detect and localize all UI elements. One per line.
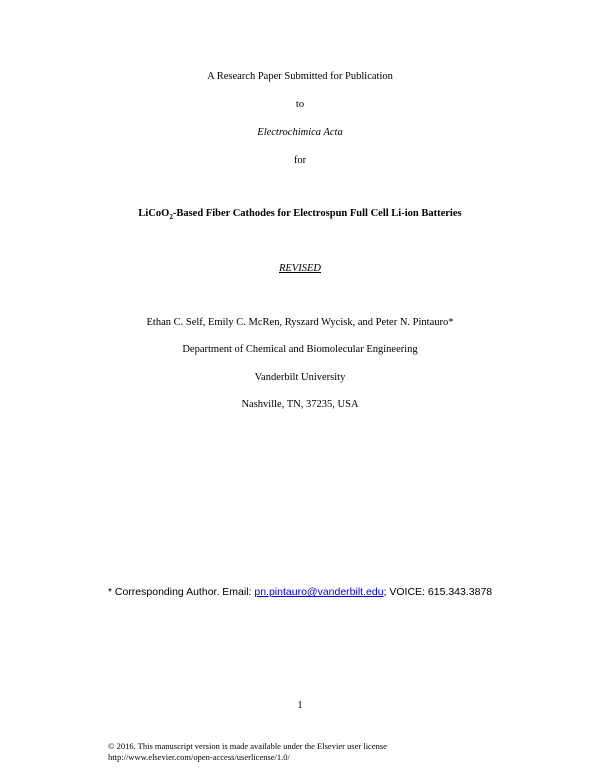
title-part2: -Based Fiber Cathodes for Electrospun Full Cell Li-ion Batteries xyxy=(172,208,462,219)
license-notice: © 2016. This manuscript version is made available under the Elsevier user license xyxy=(108,741,387,751)
revised-label: REVISED xyxy=(279,263,321,274)
corresponding-prefix: * Corresponding Author. Email: xyxy=(107,586,255,598)
title-subscript: 2 xyxy=(169,213,173,222)
email-link[interactable]: pn.pintauro@vanderbilt.edu xyxy=(254,586,384,598)
submission-line: A Research Paper Submitted for Publication xyxy=(207,71,393,82)
journal-name: Electrochimica Acta xyxy=(257,127,343,138)
title-part1: LiCoO xyxy=(138,208,170,219)
location: Nashville, TN, 37235, USA xyxy=(241,399,359,410)
corresponding-suffix: ; VOICE: 615.343.3878 xyxy=(383,586,493,598)
author-list: Ethan C. Self, Emily C. McRen, Ryszard Wycisk, and Peter N. Pintauro* xyxy=(146,317,454,328)
corresponding-author xyxy=(0,586,600,599)
for-line: for xyxy=(293,155,307,166)
page-number: 1 xyxy=(297,700,303,711)
license-url[interactable]: http://www.elsevier.com/open-access/userlicense/1.0/ xyxy=(108,752,290,762)
department: Department of Chemical and Biomolecular Engineering xyxy=(182,344,418,355)
to-line: to xyxy=(295,99,305,110)
paper-title xyxy=(0,207,600,220)
university: Vanderbilt University xyxy=(254,372,346,383)
